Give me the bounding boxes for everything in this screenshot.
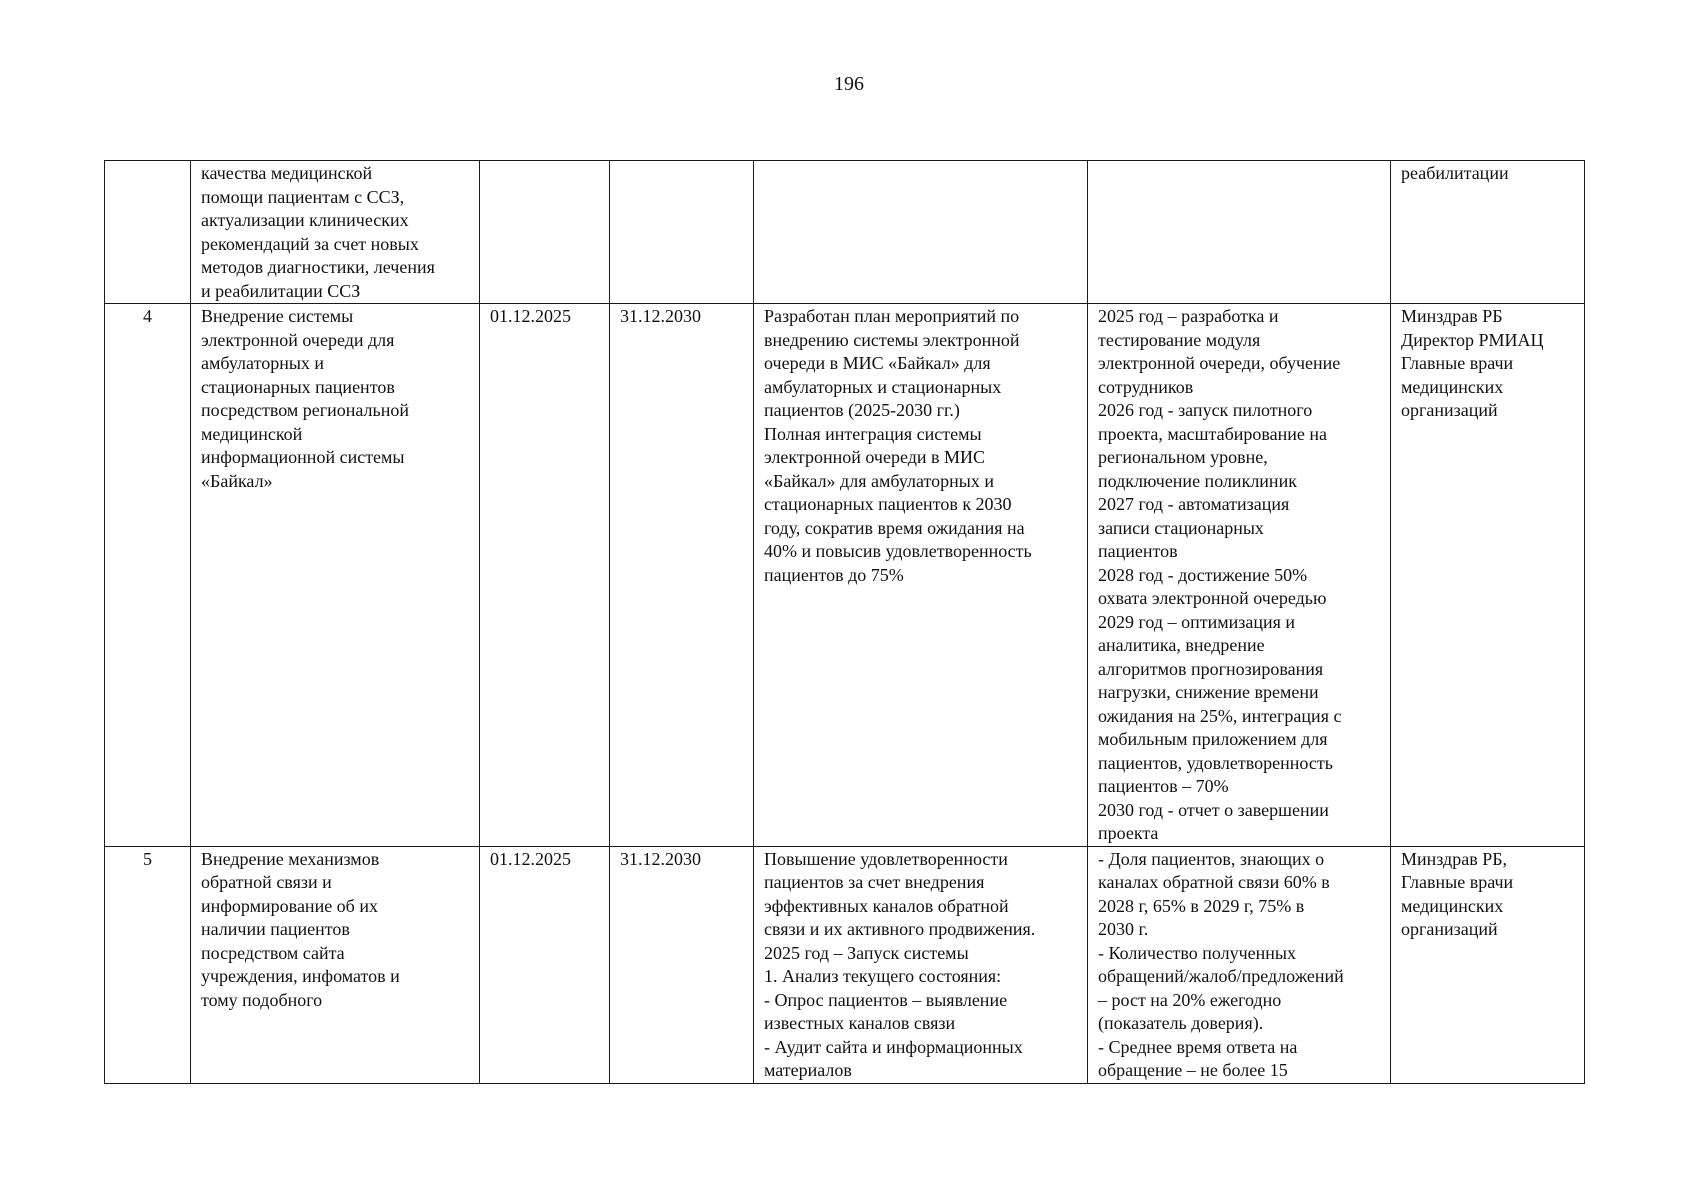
event-cell xyxy=(191,846,480,1083)
cell-text-line: реабилитации xyxy=(1401,163,1509,183)
cell-text-line: - Среднее время ответа на xyxy=(1098,1036,1298,1057)
cell-text-line: тому подобного xyxy=(201,989,323,1010)
cell-text-line: методов диагностики, лечения xyxy=(201,257,435,277)
cell-text-line: «Байкал» для амбулаторных и xyxy=(764,470,995,491)
cell-text-line: аналитика, внедрение xyxy=(1098,635,1265,655)
cell-text-line: «Байкал» xyxy=(201,470,273,491)
cell-text-line: - Количество полученных xyxy=(1098,942,1296,963)
indicators-cell xyxy=(1088,846,1391,1083)
responsible-cell xyxy=(1391,161,1585,304)
cell-text-line: медицинской xyxy=(201,423,303,444)
cell-text-line: материалов xyxy=(764,1060,852,1080)
cell-text-line: рекомендаций за счет новых xyxy=(201,233,419,254)
table-row xyxy=(105,846,1585,1083)
cell-text-line: медицинских xyxy=(1401,895,1504,916)
cell-text-line: пациентов (2025-2030 гг.) xyxy=(764,400,960,420)
cell-text-line: 2029 год – оптимизация и xyxy=(1098,611,1296,632)
cell-text-line: 2025 год – Запуск системы xyxy=(764,942,969,963)
cell-text-line: медицинских xyxy=(1401,376,1504,397)
cell-text: 4 xyxy=(143,306,152,326)
cell-text-line: каналах обратной связи 60% в xyxy=(1098,872,1330,892)
cell-text-line: Главные врачи xyxy=(1401,872,1514,892)
cell-text: 01.12.2025 xyxy=(490,306,571,326)
cell-text: 31.12.2030 xyxy=(620,306,701,326)
cell-text-line: организаций xyxy=(1401,400,1498,420)
table-row xyxy=(105,304,1585,847)
cell-text-line: охвата электронной очередью xyxy=(1098,588,1327,608)
page-number: 196 xyxy=(834,73,864,95)
cell-text-line: пациентов, удовлетворенность xyxy=(1098,752,1333,773)
cell-text-line: связи и их активного продвижения. xyxy=(764,919,1036,939)
cell-text-line: Главные врачи xyxy=(1401,353,1514,373)
end-date-cell xyxy=(610,846,754,1083)
cell-text-line: посредством сайта xyxy=(201,942,345,963)
cell-text-line: электронной очереди для xyxy=(201,329,395,350)
cell-text-line: амбулаторных и xyxy=(201,353,325,373)
cell-text: 31.12.2030 xyxy=(620,848,701,869)
cell-text-line: сотрудников xyxy=(1098,376,1194,397)
cell-text-line: пациентов до 75% xyxy=(764,564,904,585)
table-body xyxy=(105,161,1585,1084)
cell-text-line: эффективных каналов обратной xyxy=(764,895,1009,916)
cell-text-line: пациентов – 70% xyxy=(1098,776,1229,796)
cell-text-line: тестирование модуля xyxy=(1098,329,1261,350)
cell-text-line: - Аудит сайта и информационных xyxy=(764,1036,1023,1057)
cell-text-line: обращение – не более 15 xyxy=(1098,1060,1288,1080)
cell-text-line: стационарных пациентов xyxy=(201,376,395,397)
cell-text-line: Разработан план мероприятий по xyxy=(764,306,1020,326)
responsible-cell xyxy=(1391,846,1585,1083)
cell-text-line: Внедрение механизмов xyxy=(201,848,380,869)
event-cell xyxy=(191,304,480,847)
cell-text-line: региональном уровне, xyxy=(1098,447,1268,467)
cell-text-line: организаций xyxy=(1401,919,1498,939)
start-date-cell xyxy=(480,304,610,847)
end-date-cell xyxy=(610,304,754,847)
row-number-cell xyxy=(105,161,191,304)
cell-text-line: проекта xyxy=(1098,823,1159,843)
cell-text-line: ожидания на 25%, интеграция с xyxy=(1098,705,1342,726)
cell-text-line: - Опрос пациентов – выявление xyxy=(764,989,1008,1010)
cell-text-line: и реабилитации ССЗ xyxy=(201,280,361,301)
cell-text-line: наличии пациентов xyxy=(201,919,350,939)
cell-text-line: подключение поликлиник xyxy=(1098,470,1297,491)
cell-text-line: мобильным приложением для xyxy=(1098,729,1328,749)
cell-text-line: учреждения, инфоматов и xyxy=(201,966,400,986)
start-date-cell xyxy=(480,161,610,304)
cell-text-line: Минздрав РБ, xyxy=(1401,848,1508,869)
expected-result-cell xyxy=(754,846,1088,1083)
cell-text-line: записи стационарных xyxy=(1098,517,1264,538)
cell-text-line: 2030 г. xyxy=(1098,919,1149,939)
cell-text-line: стационарных пациентов к 2030 xyxy=(764,494,1012,514)
cell-text-line: информационной системы xyxy=(201,447,405,467)
cell-text-line: Минздрав РБ xyxy=(1401,306,1503,326)
cell-text-line: обращений/жалоб/предложений xyxy=(1098,966,1344,986)
cell-text-line: обратной связи и xyxy=(201,872,332,892)
cell-text-line: известных каналов связи xyxy=(764,1013,956,1033)
cell-text-line: – рост на 20% ежегодно xyxy=(1098,989,1282,1010)
cell-text-line: 2025 год – разработка и xyxy=(1098,306,1279,326)
cell-text: 01.12.2025 xyxy=(490,848,571,869)
cell-text-line: 1. Анализ текущего состояния: xyxy=(764,966,1002,986)
cell-text-line: электронной очереди в МИС xyxy=(764,447,985,467)
cell-text-line: 40% и повысив удовлетворенность xyxy=(764,541,1032,561)
cell-text-line: 2030 год - отчет о завершении xyxy=(1098,799,1329,820)
indicators-cell xyxy=(1088,161,1391,304)
cell-text-line: очереди в МИС «Байкал» для xyxy=(764,353,991,373)
cell-text-line: 2026 год - запуск пилотного xyxy=(1098,400,1313,420)
event-cell xyxy=(191,161,480,304)
cell-text-line: посредством региональной xyxy=(201,400,410,420)
cell-text-line: - Доля пациентов, знающих о xyxy=(1098,848,1325,869)
table-row xyxy=(105,161,1585,304)
cell-text-line: нагрузки, снижение времени xyxy=(1098,682,1319,702)
cell-text-line: Директор РМИАЦ xyxy=(1401,329,1544,350)
cell-text-line: Полная интеграция системы xyxy=(764,423,982,444)
cell-text-line: информирование об их xyxy=(201,895,378,916)
plan-table xyxy=(104,160,1585,1084)
cell-text-line: внедрению системы электронной xyxy=(764,329,1020,350)
cell-text-line: пациентов xyxy=(1098,541,1178,561)
start-date-cell xyxy=(480,846,610,1083)
cell-text-line: амбулаторных и стационарных xyxy=(764,376,1002,397)
row-number-cell xyxy=(105,846,191,1083)
cell-text-line: 2028 год - достижение 50% xyxy=(1098,564,1308,585)
expected-result-cell xyxy=(754,304,1088,847)
responsible-cell xyxy=(1391,304,1585,847)
cell-text-line: 2028 г, 65% в 2029 г, 75% в xyxy=(1098,895,1305,916)
end-date-cell xyxy=(610,161,754,304)
cell-text-line: Внедрение системы xyxy=(201,306,354,326)
indicators-cell xyxy=(1088,304,1391,847)
expected-result-cell xyxy=(754,161,1088,304)
cell-text-line: 2027 год - автоматизация xyxy=(1098,494,1290,514)
cell-text-line: качества медицинской xyxy=(201,163,373,183)
cell-text-line: электронной очереди, обучение xyxy=(1098,353,1341,373)
cell-text: 5 xyxy=(143,848,152,869)
cell-text-line: помощи пациентам с ССЗ, xyxy=(201,186,405,207)
cell-text-line: проекта, масштабирование на xyxy=(1098,423,1328,444)
cell-text-line: пациентов за счет внедрения xyxy=(764,872,985,892)
cell-text-line: (показатель доверия). xyxy=(1098,1013,1264,1033)
cell-text-line: Повышение удовлетворенности xyxy=(764,848,1008,869)
row-number-cell xyxy=(105,304,191,847)
cell-text-line: алгоритмов прогнозирования xyxy=(1098,658,1324,679)
cell-text-line: году, сократив время ожидания на xyxy=(764,517,1025,538)
cell-text-line: актуализации клинических xyxy=(201,210,409,230)
